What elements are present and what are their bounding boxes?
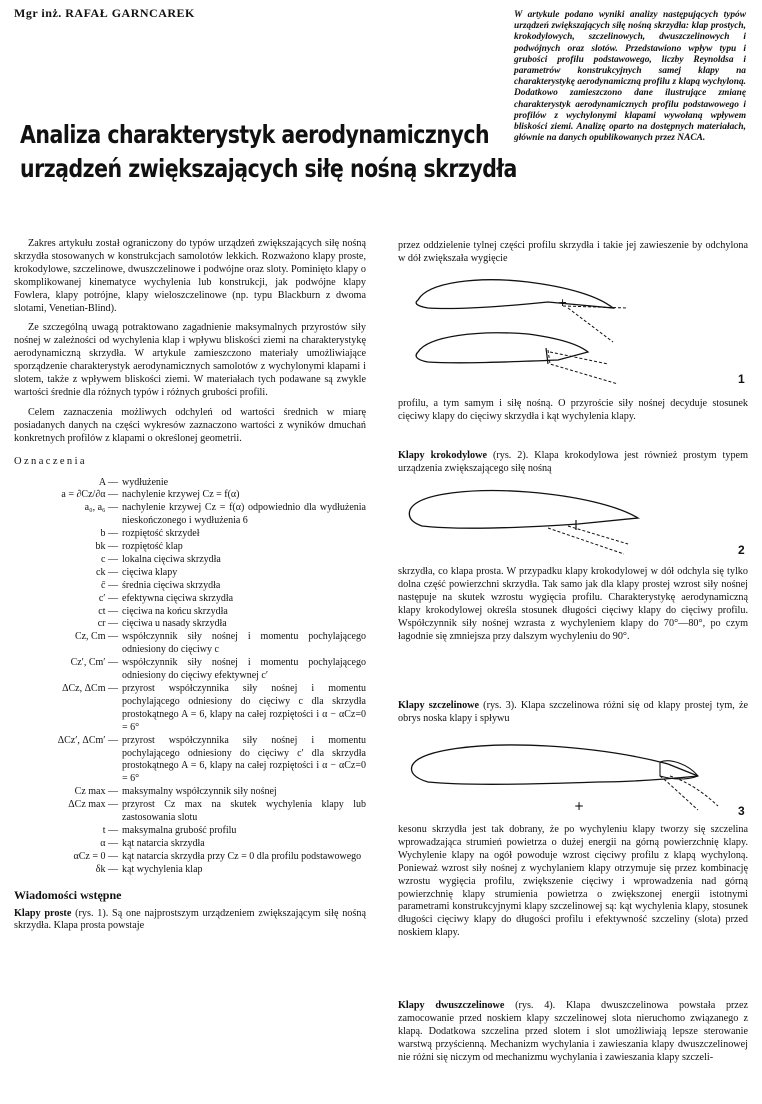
notation-row (14, 838, 366, 851)
notation-symbol: Cz′, Cm′ — (70, 657, 118, 669)
notation-description: maksymalny współczynnik siły nośnej (122, 786, 277, 798)
notation-symbol: bk — (95, 541, 118, 553)
notation-row (14, 502, 366, 528)
notation-list (14, 477, 366, 877)
notation-description: nachylenie krzywej Cz = f(α) odpowiednio dla wydłużenia nieskończonego i wydłużenia 6 (122, 502, 366, 527)
notation-description: cięciwa u nasady skrzydła (122, 618, 227, 630)
notation-symbol: a₀, a₆ — (84, 502, 118, 514)
slotted-flap-text: (rys. 3). Klapa szczelinowa różni się od klapy prostej tym, że obrys noska klapy i spływu (398, 700, 749, 724)
notation-description: przyrost współczynnika siły nośnej i momentu pochylającego odniesiony do cięciwy c′ dla skrzydła prostokątnego A = 6, klapy na całej rozpiętości i α − αCz=0 = 6° (122, 734, 366, 785)
notation-symbol: c′ — (98, 592, 118, 604)
right-text-3 (398, 450, 748, 476)
right-paragraph-1: przez oddzielenie tylnej części profilu skrzydła i takie jej zawieszenie by odchylona w dół zwiększała wygięcie (398, 240, 748, 264)
fig2-airfoil (409, 491, 638, 529)
figure-1-plain-flap (398, 272, 748, 390)
notation-title: Oznaczenia (14, 455, 87, 467)
notation-symbol: ΔCz max — (68, 799, 118, 811)
notation-row (14, 580, 366, 593)
notation-row (14, 593, 366, 606)
notation-symbol: b — (100, 528, 118, 540)
plain-flap-paragraph (14, 908, 366, 934)
notation-description: nachylenie krzywej Cz = f(α) (122, 489, 240, 501)
title-line-1: Analiza charakterystyk aerodynamicznych (20, 120, 490, 149)
notation-row (14, 606, 366, 619)
notation-symbol: ct — (98, 605, 118, 617)
notation-symbol: a = ∂Cz/∂α — (61, 489, 118, 501)
notation-symbol: δk — (95, 863, 118, 875)
title-line-2: urządzeń zwiększających siłę nośną skrzydła (20, 154, 517, 183)
notation-description: maksymalna grubość profilu (122, 824, 237, 836)
fig3-hinge-mark: + (574, 799, 585, 813)
fig3-flap-deflected (660, 776, 718, 810)
intro-paragraph-3: Celem zaznaczenia możliwych odchyleń od wartości średnich w miarę posiadanych danych na części wykresów zaznaczono wartości z wyników dmuchań konkretnych profilów z klapami o określonej geometrii. (14, 406, 366, 444)
section-heading-intro: Wiadomości wstępne (14, 887, 122, 902)
fig1-airfoil-bottom (416, 333, 588, 363)
notation-description: wydłużenie (122, 476, 169, 488)
plain-flap-text: (rys. 1). Są one najprostszym urządzeniem zwiększającym siłę nośną skrzydła. Klapa prosta powstaje (14, 907, 366, 932)
notation-symbol: Cz max — (74, 786, 118, 798)
notation-row (14, 786, 366, 799)
right-text-1 (398, 240, 748, 266)
right-paragraph-4: skrzydła, co klapa prosta. W przypadku klapy krokodylowej w dół odchyla się tylko dolna część powierzchni skrzydła. Tak samo jak dla klapy prostej wzrost siły nośnej następuje na skutek wzrostu wygięcia profilu. Charakterystykę aerodynamiczną klapy krokodylowej określa stosunek długości cięciwy klapy do cięciwy profilu. Współczynnik siły nośnej wzrasta z wychyleniem klapy do 70°—80°, po czym łagodnie się zmniejsza przy dalszym wychyleniu do 90°. (398, 566, 748, 642)
fig2-split-flap-dashed (548, 526, 628, 554)
fig1-airfoil-top (416, 280, 613, 309)
right-text-7 (398, 1000, 748, 1065)
notation-symbol: Cz, Cm — (74, 631, 118, 643)
fig1-flap-deflected (548, 350, 618, 384)
split-flap-lead: Klapy krokodylowe (398, 450, 487, 461)
notation-row (14, 657, 366, 683)
author-line: Mgr inż. RAFAŁ GARNCAREK (14, 6, 195, 20)
notation-symbol: A — (98, 476, 118, 488)
notation-symbol: c̄ — (101, 579, 118, 591)
right-paragraph-6: kesonu skrzydła jest tak dobrany, że po wychyleniu klapy tworzy się szczelina wprowadzająca strumień powietrza o dużej energii na górną powierzchnię klapy. Wychylenie klapy na ogół powoduje wzrost cięciwy profilu z klapą wychyloną. Ponieważ wzrost siły nośnej z wychylaniem klapy otrzymuje się przez kombinację wzrostu wygięcia profilu, zwiększenie cięciwy i wprowadzenia nad górną powierzchnię klapy strumienia powietrza o zwiększonej energii istotnymi parametrami konstrukcyjnymi klapy szczelinowej są: kąt wychylenia klapy, stosunek długości cięciwy klapy do długości profilu i efektywność szczeliny (slota) przed noskiem klapy. (398, 824, 748, 939)
notation-row (14, 567, 366, 580)
notation-row (14, 477, 366, 490)
notation-description: cięciwa na końcu skrzydła (122, 605, 228, 617)
notation-description: współczynnik siły nośnej i momentu pochylającego odniesiony do cięciwy c (122, 631, 366, 656)
notation-row (14, 735, 366, 787)
abstract: W artykule podano wyniki analizy następujących typów urządzeń zwiększających siłę nośną skrzydła: klap prostych, krokodylowych, szczelinowych, dwuszczelinowych i podwójnych oraz slotów. Przedstawiono wpływ typu i grubości profilu podstawowego, liczby Reynoldsa i parametrów konstrukcyjnych samej klapy na charakterystykę aerodynamiczną profilu z klapą wychyloną. Dodatkowo zamieszczono dane ilustrujące zmianę charakterystyk aerodynamicznych profilu podstawowego i profilów z wychylonymi klapami wywołaną wpływem bliskości ziemi. Analizę oparto na dostępnych materiałach, głównie na danych opublikowanych przez NACA. (514, 10, 746, 144)
notation-symbol: c — (101, 553, 118, 565)
notation-description: kąt natarcia skrzydła przy Cz = 0 dla profilu podstawowego (122, 850, 362, 862)
intro-paragraph-1: Zakres artykułu został ograniczony do typów urządzeń zwiększających siłę nośną skrzydła stosowanych w konstrukcjach samolotów lekkich. Rozważono klapy proste, krokodylowe, szczelinowe, dwuszczelinowe i podwójne oraz sloty. Pominięto klapy o skomplikowanej kinematyce wychylenia lub konstrukcji, jak podwójne klapy Fowlera, klapy potrójne, klapy wieloszczelinowe (np. typu Blackburn z dwoma slotami, Venetian-Blind). (14, 238, 366, 314)
fig3-airfoil (412, 745, 698, 784)
double-slotted-flap-text: (rys. 4). Klapa dwuszczelinowa powstała przez zamocowanie przed noskiem klapy szczelinowej slota nieruchomo związanego z klapą. Dodatkowa szczelina przed slotem i slot umożliwiają lepsze sterowanie warstwą przyścienną. Mechanizm wychylania i zawieszania klapy dwuszczelinowej nie różni się niczym od mechanizmu wychylania i zawieszania klapy szczeli- (398, 1000, 748, 1063)
notation-description: przyrost Cz max na skutek wychylenia klapy lub zastosowania slotu (122, 799, 366, 824)
notation-symbol: ΔCz, ΔCm — (62, 683, 118, 694)
notation-description: kąt natarcia skrzydła (122, 837, 205, 849)
notation-row (14, 489, 366, 502)
notation-row (14, 618, 366, 631)
notation-symbol: ck — (96, 566, 118, 578)
split-flap-text: (rys. 2). Klapa krokodylowa jest również prostym typem urządzenia zwiększającego siłę nośną (398, 450, 749, 474)
notation-symbol: t — (102, 824, 118, 836)
notation-description: cięciwa klapy (122, 566, 178, 578)
notation-description: rozpiętość skrzydeł (122, 528, 200, 540)
right-text-4 (398, 566, 748, 643)
figure-1-number: 1 (738, 372, 745, 386)
notation-row (14, 541, 366, 554)
notation-row (14, 528, 366, 541)
notation-description: efektywna cięciwa skrzydła (122, 592, 234, 604)
notation-row (14, 851, 366, 864)
notation-description: lokalna cięciwa skrzydła (122, 553, 221, 565)
left-column (14, 238, 366, 940)
notation-description: współczynnik siły nośnej i momentu pochylającego odniesiony do cięciwy efektywnej c′ (122, 657, 366, 682)
notation-row (14, 631, 366, 657)
right-text-5 (398, 700, 748, 726)
notation-symbol: cr — (97, 618, 118, 630)
right-text-6 (398, 824, 748, 940)
figure-2-split-flap (398, 484, 748, 564)
notation-row (14, 554, 366, 567)
figure-2-number: 2 (738, 543, 745, 557)
notation-row (14, 683, 366, 735)
notation-symbol: αCz = 0 — (73, 850, 118, 862)
figure-3-number: 3 (738, 804, 745, 818)
notation-row (14, 864, 366, 877)
notation-description: przyrost współczynnika siły nośnej i momentu pochylającego odniesiony do cięciwy c dla skrzydła prostokątnego A = 6, klapy na całej rozpiętości i α − αCz=0 = 6° (122, 683, 366, 733)
notation-row (14, 799, 366, 825)
figure-3-slotted-flap (398, 736, 748, 820)
slotted-flap-lead: Klapy szczelinowe (398, 700, 480, 711)
notation-description: rozpiętość klap (122, 541, 183, 553)
fig1-hinge-mark: + (558, 296, 568, 309)
article-title (20, 118, 517, 186)
notation-description: średnia cięciwa skrzydła (122, 579, 221, 591)
notation-symbol: ΔCz′, ΔCm′ — (57, 734, 118, 746)
right-paragraph-2: profilu, a tym samym i siłę nośną. O przyroście siły nośnej decyduje stosunek cięciwy klapy do cięciwy skrzydła i kąt wychylenia klapy. (398, 398, 748, 422)
notation-symbol: α — (100, 837, 118, 849)
notation-description: kąt wychylenia klap (122, 863, 203, 875)
right-text-2 (398, 398, 748, 424)
notation-row (14, 825, 366, 838)
plain-flap-lead: Klapy proste (14, 907, 72, 919)
intro-paragraph-2: Ze szczególną uwagą potraktowano zagadnienie maksymalnych przyrostów siły nośnej w zależności od wychylenia klap i wpływu bliskości ziemi na charakterystykę aerodynamiczną skrzydła. W artykule zamieszczono materiały umożliwiające sporządzenie charakterystyk aerodynamicznych samolotów z wychylonymi klapami i slotem, także z wpływem bliskości ziemi. W materiałach tych podawane są zwykle wartości średnie dla różnych typów i różnych grubości profili. (14, 322, 366, 398)
fig1-flap-dashed-top (563, 306, 628, 342)
double-slotted-flap-lead: Klapy dwuszczelinowe (398, 1000, 505, 1011)
